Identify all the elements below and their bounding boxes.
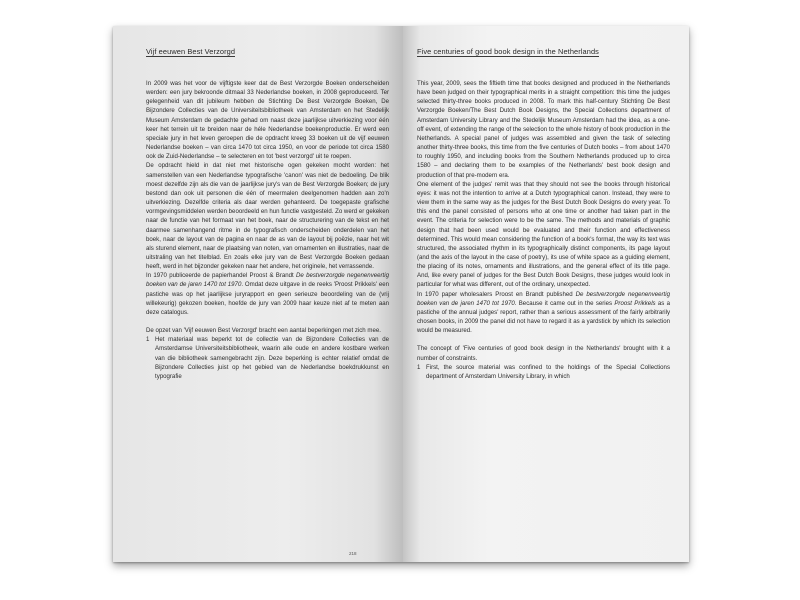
running-head: Vijf eeuwen Best Verzorgd	[146, 47, 236, 56]
left-page	[113, 26, 403, 562]
list-number: 1	[146, 336, 150, 344]
paragraph: This year, 2009, sees the fiftieth time that books designed and produced in the Netherlands have been judged on their typographical merits in a straight competition: this time the judges selected thirty-three books produced in 2008. To mark this half-century Stichting De Best Verzorgde Boeken/The Best Dutch Book Designs, the Special Collections department of Amsterdam University Library and the Stedelijk Museum Amsterdam had the idea, as a one-off event, of extending the range of the selection to the whole history of book production in the Netherlands. A special panel of judges was assembled and given the task of selecting another thirty-three books, this time from the five centuries of Dutch books – from about 1470 to roughly 1950, and including books from the Southern Netherlands produced up to circa 1580 – and declaring them to be examples of the Netherlands' best book design and production of that pre-modern era.	[417, 80, 670, 179]
book-title: De bestverzorgde negenenveertig boeken van de jaren 1470 tot 1970	[146, 272, 389, 289]
book-title: De bestverzorgde negenenveertig boeken van de jaren 1470 tot 1970	[417, 290, 670, 307]
paragraph: De opzet van 'Vijf eeuwen Best Verzorgd' bracht een aantal beperkingen met zich mee.	[146, 327, 381, 335]
right-page	[403, 26, 689, 562]
paragraph: In 2009 was het voor de vijftigste keer dat de Best Verzorgde Boeken onderscheiden werden: een jury bekroonde ditmaal 33 Nederlandse boeken, in 2008 geproduceerd. Ter gelegenheid van dit jubileum hebben de Stichting De Best Verzorgde Boeken, De Bijzondere Collecties van de Universiteitsbibliotheek van Amsterdam en het Stedelijk Museum Amsterdam de gedachte gehad om naast deze jaarlijkse uitverkiezing voor één keer het terrein uit te breiden naar de héle Nederlandse boekenproductie. Er werd een speciale jury in het leven geroepen die de opdracht kreeg 33 boeken uit de vijf eeuwen Nederlandse boeken – van circa 1470 tot circa 1950, en voor de periode tot circa 1580 ook de Zuid-Nederlandse – te selecteren en tot 'best verzorgd' uit te roepen.	[146, 80, 389, 161]
paragraph: The concept of 'Five centuries of good book design in the Netherlands' brought with it a number of constraints.	[417, 345, 670, 362]
paragraph: In 1970 paper wholesalers Proost en Brandt published De bestverzorgde negenenveertig boeken van de jaren 1470 tot 1970. Because it came out in the series Proost Prikkels as a pastiche of the annual judges' report, rather than a serious assessment of the fairly arbitrarily chosen books, in 2009 the panel did not have to regard it as a yardstick by which its selection would be measured.	[417, 290, 670, 335]
paragraph: In 1970 publiceerde de papierhandel Proost & Brandt De bestverzorgde negenenveertig boeken van de jaren 1470 tot 1970. Omdat deze uitgave in de reeks 'Proost Prikkels' een pastiche was op het jaarlijkse juryrapport en geen serieuze beoordeling van de (vrij willekeurig) gekozen boeken, hoefde de jury van 2009 haar keuze niet af te meten aan deze catalogus.	[146, 272, 389, 316]
running-head: Five centuries of good book design in the Netherlands	[417, 47, 599, 56]
list-text: First, the source material was confined to the holdings of the Special Collections department of Amsterdam University Library, in which	[426, 363, 670, 380]
paragraph: De opdracht hield in dat niet met historische ogen gekeken mocht worden: het samenstellen van een Nederlandse typografische 'canon' was niet de bedoeling. De blik moest dezelfde zijn als die van de jaarlijkse jury's van de Best Verzorgde Boeken; de jury bestond dan ook uit personen die één of meermalen deelgenomen hadden aan zo'n uitverkiezing. Dezelfde criteria als daar werden gehanteerd. De toegepaste grafische vormgevingsmiddelen werden beoordeeld en hun functie vastgesteld. Zo werd er gekeken naar de functie van het formaat van het boek, naar de structurering van de tekst en het daarmee samenhangend ritme in de typografisch onderscheiden onderdelen van het boek, naar de layout van de pagina en naar de as van de layout bij poëzie, naar het wit als sturend element, naar de plaatsing van noten, van ornamenten en illustraties, naar de uitstraling van het titelblad. En zoals elke jury van de Best Verzorgde Boeken gedaan heeft, werd in het bijzonder gekeken naar het andere, het originele, het verrassende.	[146, 162, 389, 271]
list-number: 1	[417, 363, 421, 371]
series-title: Proost Prikkels	[614, 299, 656, 307]
paragraph: One element of the judges' remit was that they should not see the books through historical eyes: it was not the intention to arrive at a Dutch typographical canon. Instead, they were to view them in the same way as the judges for the Best Dutch Book Designs do every year. To this end the panel consisted of persons who at one time or another had taken part in the event. The criteria for selection were to be the same. The methods and materials of graphic design that had been used would be evaluated and their function and effectiveness determined. This would mean considering the function of a book's format, the way its text was structured, the associated rhythm in its typographically distinct components, its page layout (and the axis of the layout in the case of poetry), its use of white space as a guiding element, the placing of its notes, ornaments and illustrations, and the general effect of its title page. And, like every panel of judges for the Best Dutch Book Designs, these judges would look in particular for what was different, out of the ordinary, unexpected.	[417, 180, 670, 289]
body-text	[417, 79, 670, 381]
list-item	[417, 363, 670, 381]
list-item	[146, 335, 389, 381]
list-text: Het materiaal was beperkt tot de collectie van de Bijzondere Collecties van de Amsterdamse Universiteitsbibliotheek, waarin alle oude en andere kostbare werken van die bibliotheek samengebracht zijn. Deze beperking is echter relatief omdat de Bijzondere Collecties juist op het gebied van de Nederlandse boekdrukkunst en typografie	[155, 336, 389, 380]
page-number: 218	[349, 551, 357, 556]
book-spread	[113, 26, 689, 562]
body-text	[146, 79, 389, 381]
